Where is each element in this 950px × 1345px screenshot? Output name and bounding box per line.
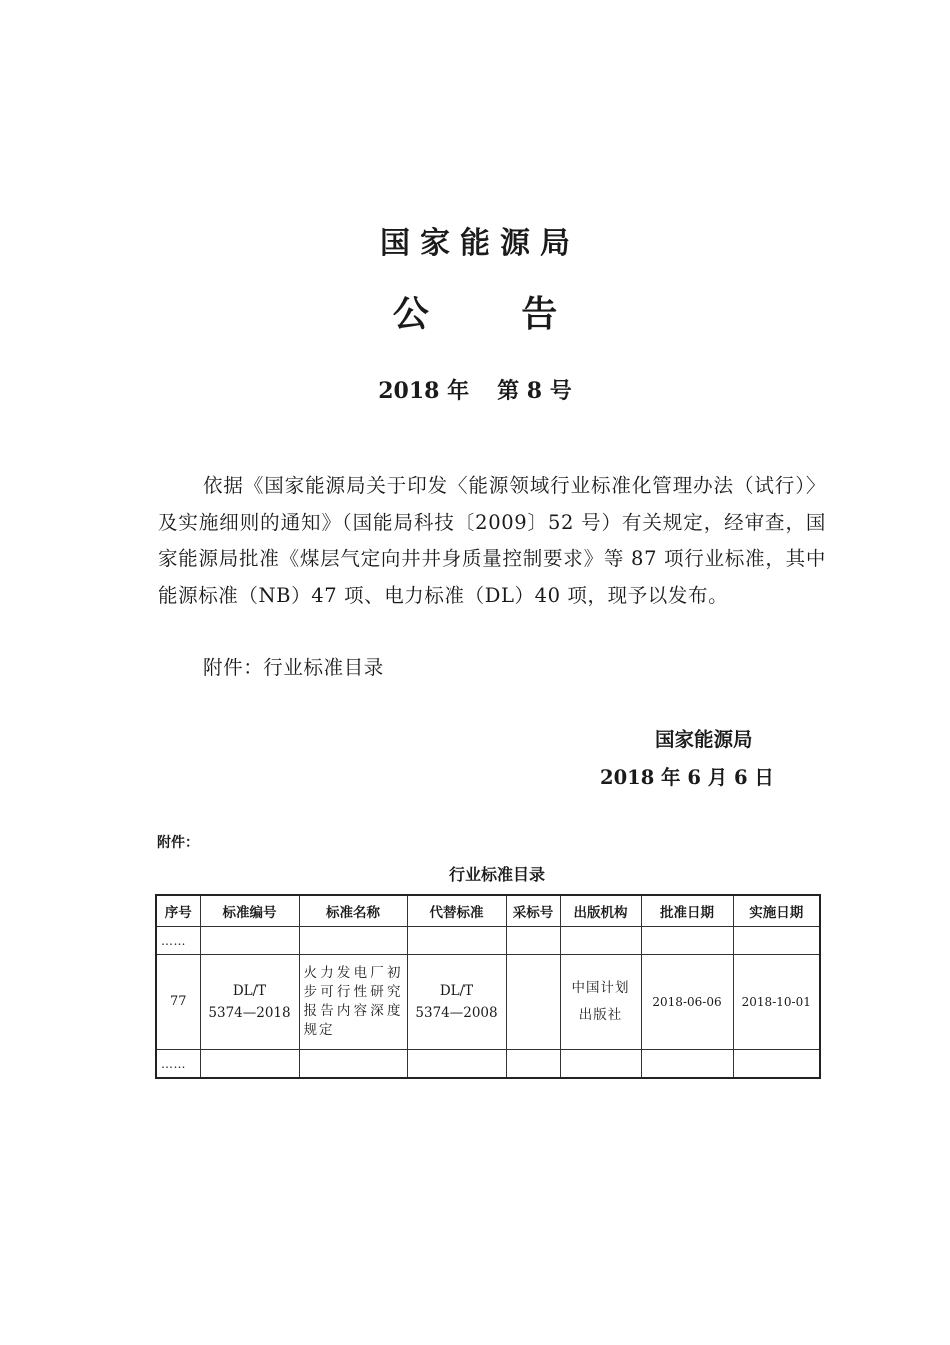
standards-table (155, 894, 821, 1079)
col-header-replaced: 代替标准 (407, 895, 506, 927)
ellipsis-cell: …… (156, 927, 200, 955)
empty-cell (733, 1050, 820, 1079)
doc-year: 2018 年 (378, 378, 470, 404)
empty-cell (299, 1050, 407, 1079)
cell-approved: 2018-06-06 (641, 955, 733, 1050)
cell-publisher-line2: 出版社 (578, 1007, 623, 1023)
cell-replaced-line1: DL/T (439, 983, 474, 999)
col-header-code: 标准编号 (200, 895, 299, 927)
cell-name: 火力发电厂初步可行性研究报告内容深度规定 (299, 955, 407, 1050)
empty-cell (560, 927, 641, 955)
empty-cell (407, 927, 506, 955)
main-paragraph: 依据《国家能源局关于印发〈能源领域行业标准化管理办法（试行）〉及实施细则的通知》（国能局科技〔2009〕52 号）有关规定，经审查，国家能源局批准《煤层气定向井井身质量控制要求》等 87 项行业标准，其中能源标准（NB）47 项、电力标准（DL）40 项，现予以发布。 (158, 474, 826, 607)
col-header-name: 标准名称 (299, 895, 407, 927)
doc-type-title: 公 告 (392, 294, 598, 335)
table-caption: 行业标准目录 (448, 865, 545, 884)
empty-cell (641, 927, 733, 955)
signature-date: 2018 年 6 月 6 日 (600, 766, 774, 789)
cell-replaced (407, 955, 506, 1050)
cell-publisher-line1: 中国计划 (571, 980, 630, 996)
empty-cell (200, 1050, 299, 1079)
empty-cell (506, 927, 560, 955)
col-header-adopted: 采标号 (506, 895, 560, 927)
col-header-index: 序号 (156, 895, 200, 927)
doc-issue-number: 第 8 号 (497, 378, 572, 404)
empty-cell (407, 1050, 506, 1079)
cell-adopted (506, 955, 560, 1050)
signature-org: 国家能源局 (655, 728, 753, 751)
org-title: 国家能源局 (380, 226, 580, 261)
col-header-effective: 实施日期 (733, 895, 820, 927)
empty-cell (299, 927, 407, 955)
empty-cell (506, 1050, 560, 1079)
empty-cell (641, 1050, 733, 1079)
appendix-label: 附件： (157, 835, 199, 851)
attachment-line: 附件：行业标准目录 (203, 656, 384, 679)
cell-code-line1: DL/T (232, 983, 267, 999)
col-header-publisher: 出版机构 (560, 895, 641, 927)
table-row (156, 955, 820, 1050)
empty-cell (200, 927, 299, 955)
empty-cell (560, 1050, 641, 1079)
col-header-approved: 批准日期 (641, 895, 733, 927)
doc-number (0, 374, 950, 405)
cell-publisher (560, 955, 641, 1050)
empty-cell (733, 927, 820, 955)
ellipsis-cell: …… (156, 1050, 200, 1079)
cell-code-line2: 5374—2018 (208, 1005, 291, 1021)
cell-code (200, 955, 299, 1050)
cell-replaced-line2: 5374—2008 (415, 1005, 498, 1021)
table-row-ellipsis-top (156, 927, 820, 955)
table-row-ellipsis-bottom (156, 1050, 820, 1079)
table-header-row (156, 895, 820, 927)
cell-effective: 2018-10-01 (733, 955, 820, 1050)
cell-index: 77 (156, 955, 200, 1050)
